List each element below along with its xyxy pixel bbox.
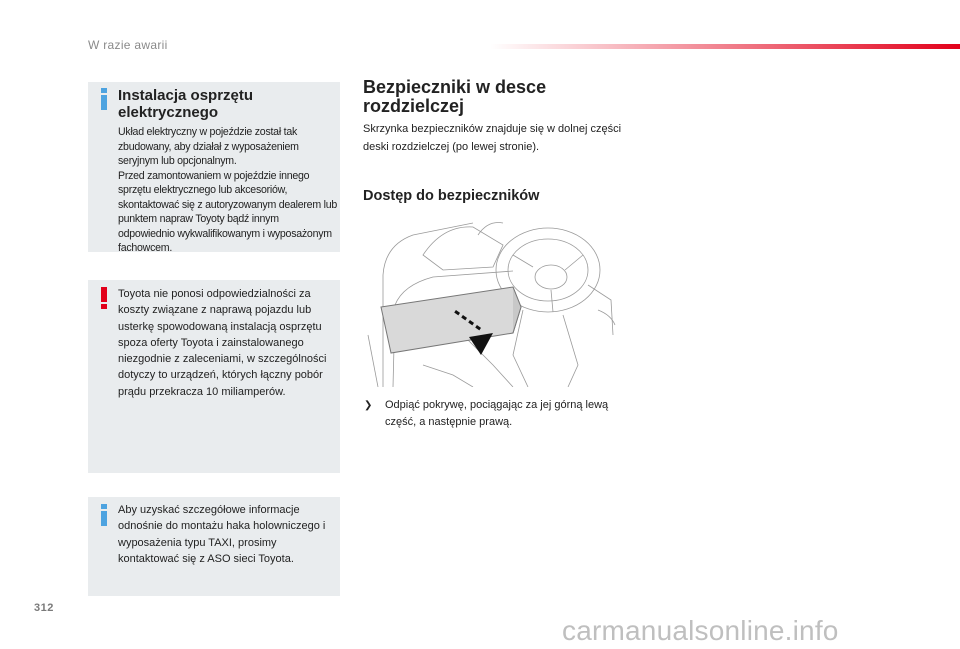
subsection-title: Dostęp do bezpieczników	[363, 188, 540, 204]
header-section-title: W razie awarii	[88, 38, 168, 52]
info-icon	[101, 88, 107, 110]
info-box-body: Układ elektryczny w pojeździe został tak zbudowany, aby działał z wyposażeniem seryjnym lub opcjonalnym. Przed zamontowaniem w pojeździe innego sprzętu elektrycznego lub akcesoriów, skontaktować się z autoryzowanym dealerem lub punktem napraw Toyoty bądź innym odpowiednio wykwalifikowanym i wyposażonym fachowcem.	[118, 126, 337, 254]
info-icon	[101, 504, 107, 526]
header-accent-bar	[490, 44, 960, 49]
watermark: carmanualsonline.info	[562, 615, 839, 646]
warning-icon	[101, 287, 107, 309]
section-intro: Skrzynka bezpieczników znajduje się w dolnej części deski rozdzielczej (po lewej stronie).	[363, 123, 622, 153]
info-box-title: Instalacja osprzętu elektrycznego	[118, 87, 254, 121]
section-title: Bezpieczniki w desce rozdzielczej	[363, 77, 547, 116]
page-number: 312	[34, 602, 54, 614]
step-bullet-icon: ❯	[364, 400, 373, 411]
info-box-towing-body: Aby uzyskać szczegółowe informacje odnośnie do montażu haka holowniczego i wyposażenia typu TAXI, prosimy kontaktować się z ASO sieci Toyota.	[118, 504, 326, 565]
warning-box-body: Toyota nie ponosi odpowiedzialności za koszty związane z naprawą pojazdu lub usterkę spowodowaną instalacją osprzętu spoza oferty Toyota i zainstalowanego niezgodnie z zaleceniami, w szczególności dotyczy to urządzeń, których łączny pobór prądu przekracza 10 miliamperów.	[118, 288, 327, 398]
fuse-box-illustration	[363, 215, 617, 387]
step-instruction: Odpiąć pokrywę, pociągając za jej górną lewą część, a następnie prawą.	[385, 399, 609, 428]
